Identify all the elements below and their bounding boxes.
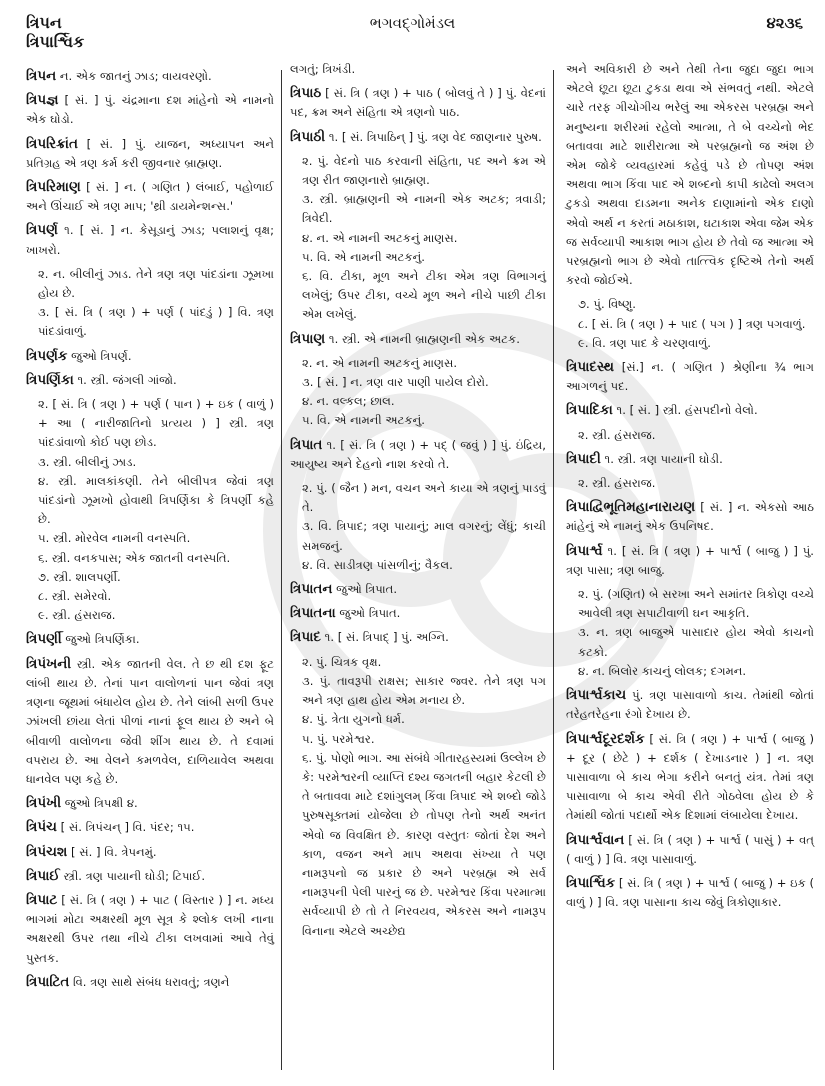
headword: ત્રિપાર્શ્વદૂરદર્શક [566,730,645,747]
sense-definition: ૪. પું. ત્રેતા યુગનો ધર્મ. [302,712,405,727]
headword: ત્રિપાર્શ્વ [566,542,603,559]
definition-text: [ સં. ] પું. ચંદ્રમાના દશ માંહેનો એ નામનો એક ઘોડો. [26,93,274,127]
running-title: ભગવદ્ગોમંડલ [369,14,456,32]
definition-text: [ સં. ] પું. યાજન, અધ્યાપન અને પ્રતિગ્રહ એ ત્રણ કર્મ કરી જીવનાર બ્રાહ્મણ. [26,136,274,170]
dictionary-entry [26,371,274,390]
dictionary-entry [290,604,546,623]
definition-text: [ સં. ] ન. ( ગણિત ) લંબાઈ, પહોળાઈ અને ઊંચાઈ એ ત્રણ માપ; 'થ્રી ડાયમેન્શન્સ.' [26,180,274,214]
headword: ત્રિપાઈ [26,867,60,884]
headword: ત્રિપાદ [290,629,321,646]
headword: ત્રિપન [26,68,57,84]
dictionary-entry [26,794,274,813]
headword: ત્રિપાર્શ્વકાચ [566,687,627,704]
definition-text: [ સં. ત્રિ ( ત્રણ ) + પાર્શ્વ ( પાસું ) + વત્ ( વાળું ) ] વિ. ત્રણ પાસાવાળું. [566,832,814,866]
sense-definition: ૨. પું. ચિત્રક વૃક્ષ. [302,654,382,669]
dictionary-entry [26,655,274,789]
column-middle [290,60,546,946]
page-number: ૪૨૩૬ [766,14,803,32]
dictionary-entry [26,843,274,862]
sense-definition: ૭. પું. વિષ્ણુ. [578,297,636,312]
entry-spacer [290,941,546,946]
definition-text: જુઓ ત્રિપર્ણ. [67,348,132,363]
sense-definition: ૩. સ્ત્રી. બીલીનું ઝાડ. [38,454,137,469]
headword: ત્રિપરિમાણ [26,179,81,196]
headword: ત્રિપાદી [566,450,601,467]
dictionary-entry [290,128,546,147]
headword: ત્રિપંખી [26,795,62,812]
headword: ત્રિપાદ્વિભૂતિમહાનારાયણ [566,499,696,516]
sense-definition: ૩. [ સં. ] ન. ત્રણ વાર પાણી પાયેલ દોરો. [302,375,489,390]
sense-definition: ૬. વિ. ટીકા, મૂળ અને ટીકા એમ ત્રણ વિભાગનું લખેલું; ઉપર ટીકા, વચ્ચે મૂળ અને નીચે પાછી ટીકા એમ લખેલું. [302,269,546,322]
sense-definition: ૯. સ્ત્રી. હંસરાજ. [38,608,116,623]
definition-text: લગતું; ત્રિખંડી. [290,62,356,76]
headword: ત્રિપાત [290,436,323,453]
definition-text: ૧. [ સં. ત્રિપાઠિન્ ] પું. ત્રણ વેદ જાણનાર પુરુષ. [325,129,542,144]
guide-word-first: ત્રિપન [26,13,62,32]
sense-definition: ૫. વિ. એ નામની અટકનું. [302,413,425,428]
dictionary-entry [26,178,274,216]
sense-definition: ૮. [ સં. ત્રિ ( ત્રણ ) + પાદ ( પગ ) ] ત્રણ પગવાળું. [578,316,806,331]
definition-text: [ સં. ] વિ. ત્રેપનમું. [67,844,157,859]
dictionary-entry [290,436,546,474]
sense-definition: ૪. ન. એ નામની અટકનું માણસ. [302,230,458,245]
sense-definition: ૨. પું. ( જૈન ) મન, વચન અને કાયા એ ત્રણનું પાડવું તે. [302,481,546,515]
definition-text: અને અવિકારી છે અને તેથી તેના જુદા જુદા ભાગ એટલે છૂટા છૂટા ટુકડા થવા એ સંભવતું નથી. એટલે ચારે તરફ ગીચોગીચ ભરેલું આ એકરસ પરબ્રહ્મ અને મનુષ્યના શરીરમાં રહેલો આત્મા, તે બે વચ્ચેનો ભેદ બતાવવા માટે શારીરાત્મા એ પરબ્રહ્મનો જ અંશ છે એમ જોકે વ્યવહારમાં કહેવું પડે છે તોપણ અંશ અથવા ભાગ કિંવા પાદ એ શબ્દનો કાપી કાઢેલો અલગ ટુકડો અથવા દાડમના અનેક દાણામાંનો એક દાણો એવો અર્થ ન કરતાં મઠાકાશ, ઘટાકાશ એવા જેમ એક જ સર્વવ્યાપી આકાશ ભાગ હોય છે તેવો જ આત્મા એ પરબ્રહ્મનો ભાગ છે એવો તાત્ત્વિક દૃષ્ટિએ તેનો અર્થ કરવો જોઈએ. [566,62,814,288]
definition-text: [ સં. ત્રિ ( ત્રણ ) + પાઠ ( બોલવું તે ) ] પું. વેદનાં પદ, ક્રમ અને સંહિતા એ ત્રણનો પાઠ. [290,86,546,120]
sense-definition: ૨. ન. બીલીનું ઝાડ. તેને ત્રણ ત્રણ પાંદડાંના ઝૂમખા હોય છે. [38,266,274,301]
dictionary-entry [290,580,546,599]
definition-text: ૧. સ્ત્રી. ત્રણ પાયાની ઘોડી. [600,451,723,466]
definition-text: ૧. [ સં. ] સ્ત્રી. હંસપદીનો વેલો. [612,403,758,418]
dictionary-entry [290,60,546,79]
dictionary-entry [26,891,274,968]
dictionary-entry [26,91,274,129]
dictionary-entry [566,358,814,396]
sense-definition: ૫. વિ. એ નામની અટકનું. [302,249,425,264]
sense-definition: ૩. સ્ત્રી. બ્રાહ્મણની એ નામની એક અટક; ત્રવાડી; ત્રિવેદી. [302,192,546,226]
column-divider [553,70,554,1070]
definition-text: ૧. [ સં. ત્રિપાદ્ ] પું. અગ્નિ. [320,630,449,645]
sense-definition: ૨. પું. (ગણિત) બે સરખા અને સમાંતર ત્રિકોણ વચ્ચે આવેલી ત્રણ સપાટીવાળી ઘન આકૃતિ. [578,587,814,621]
dictionary-entry [566,730,814,826]
dictionary-entry [26,818,274,837]
definition-text: [ સં. ત્રિ ( ત્રણ ) + પાટ ( વિસ્તાર ) ] ન. મધ્ય ભાગમાં મોટા અક્ષરથી મૂળ સૂત્ર કે શ્લોક લખી નાના અક્ષરથી ઉપર તથા નીચે ટીકા લખવામાં આવે તેવું પુસ્તક. [26,892,274,965]
definition-text: વિ. ત્રણ સાથે સંબંધ ધરાવતું; ત્રણને [69,974,230,989]
dictionary-entry [26,67,274,86]
definition-text: પું. ત્રણ પાસાવાળો કાચ. તેમાંથી જોતાં તરેહતરેહના રંગો દેખાય છે. [566,688,814,722]
sense-definition: ૨. પું. વેદનો પાઠ કરવાની સંહિતા, પદ અને ક્રમ એ ત્રણ રીત જાણનારો બ્રાહ્મણ. [302,153,546,188]
dictionary-entry [290,628,546,647]
headword: ત્રિપાણ [290,330,326,347]
sense-definition: ૮. સ્ત્રી. સમેરવો. [38,589,112,604]
page-header [0,0,825,51]
definition-text: સ્ત્રી. ત્રણ પાયાની ઘોડી; ટિપાઈ. [59,868,206,883]
headword: ત્રિપર્ણક [26,347,68,364]
sense-definition: ૬. સ્ત્રી. વનકપાસ; એક જાતની વનસ્પતિ. [38,550,231,565]
definition-text: [ સં. ત્રિપંચન્ ] વિ. પંદર; ૧૫. [56,820,195,835]
definition-text: જુઓ ત્રિપાત. [332,582,398,597]
sense-definition: ૭. સ્ત્રી. શાલપર્ણી. [38,569,121,584]
column-left [26,67,274,997]
dictionary-entry [26,347,274,366]
headword: ત્રિપાર્શ્વવાન [566,831,625,848]
dictionary-entry [566,686,814,724]
headword: ત્રિપાતન [290,581,333,598]
headword: ત્રિપાદિકા [566,402,613,419]
sense-definition: ૪. ન. વલ્કલ; છાલ. [302,394,395,409]
dictionary-entry [566,542,814,580]
dictionary-entry [566,450,814,469]
dictionary-entry [566,498,814,536]
sense-definition: ૪. ન. બિલોર કાચનું લોલક; દગમન. [578,663,747,678]
dictionary-entry [290,84,546,122]
dictionary-entry [566,401,814,420]
sense-definition: ૫. સ્ત્રી. મોરવેલ નામની વનસ્પતિ. [38,531,191,546]
headword: ત્રિપાતના [290,605,336,622]
definition-text: [ સં. ત્રિ ( ત્રણ ) + પાર્શ્વ ( બાજુ ) + દૂર ( છેટે ) + દર્શક ( દેખાડનાર ) ] ન. ત્રણ પાસાવાળા બે કાચ ભેગા કરીને બનતું યંત્ર. તેમાં ત્રણ પાસાવાળા બે કાચ એવી રીતે ગોઠવેલા હોય છે કે તેમાંથી જોતાં પદાર્થો એક દિશામાં લંબાયેલા દેખાય. [566,731,814,823]
dictionary-entry [26,630,274,649]
sense-definition: ૩. [ સં. ત્રિ ( ત્રણ ) + પર્ણ ( પાંદડું ) ] વિ. ત્રણ પાંદડાંવાળું. [38,305,274,339]
sense-definition: ૨. [ સં. ત્રિ ( ત્રણ ) + પર્ણ ( પાન ) + ઇક ( વાળું ) + આ ( નારીજાતિનો પ્રત્યય ) ] સ્ત્રી. ત્રણ પાંદડાંવાળો કોઈ પણ છોડ. [38,397,274,450]
dictionary-entry [566,874,814,912]
headword: ત્રિપજ્ઞ [26,92,59,109]
definition-text: જુઓ ત્રિપર્ણિકા. [61,632,140,647]
sense-definition: ૩. વિ. ત્રિપાદ; ત્રણ પાયાનું; માલ વગરનું; લેંધું; કાચી સમજનું. [302,519,546,553]
definition-text: [સં.] ન. ( ગણિત ) શ્રેણીના ¾ ભાગ આગળનું પદ. [566,360,814,394]
headword: ત્રિપાટ [26,891,58,908]
headword: ત્રિપંચ [26,819,57,836]
headword: ત્રિપાટિત [26,973,70,990]
definition-text: [ સં. ત્રિ ( ત્રણ ) + પાર્શ્વ ( બાજુ ) + ઇક ( વાળું ) ] વિ. ત્રણ પાસાના કાચ જેવું ત્રિકોણાકાર. [566,875,814,910]
definition-text: [ સં. ] ન. એકસો આઠ માંહેનું એ નામનું એક ઉપનિષદ. [566,500,814,534]
sense-definition: ૬. પું. પોણો ભાગ. આ સંબંધે ગીતારહસ્યમાં ઉલ્લેખ છે કે: પરમેશ્વરની વ્યાપ્તિ દશ્ય જગતની બહાર કેટલી છે તે બતાવવા માટે દશાંગુલમ્ કિંવા ત્રિપાદ એ શબ્દો જોડે પુરુષસૂક્તમાં યોજેલા છે તોપણ તેનો અર્થ અનંત એવો જ વિવક્ષિત છે. કારણ વસ્તુતઃ જોતાં દેશ અને કાળ, વજન અને માપ અથવા સંખ્યા તે પણ નામરૂપનો જ પ્રકાર છે અને પરબ્રહ્મ એ સર્વ નામરૂપની પેલી પારનું જ છે. પરમેશ્વર કિંવા પરમાત્મા સર્વવ્યાપી છે તો તે નિરવયવ, એકરસ અને નામરૂપ વિનાના એટલે અચ્છેદ્ય [302,750,546,938]
definition-text: ૧. [ સં. ] ન. કેસૂડાનું ઝાડ; પલાશનું વૃક્ષ; ખાખરો. [26,223,274,257]
definition-text: ૧. [ સં. ત્રિ ( ત્રણ ) + પદ્ ( જવું ) ] પું. ઇંદ્રિય, આયુષ્ય અને દેહનો નાશ કરવો તે. [290,437,546,471]
definition-text: સ્ત્રી. એક જાતની વેલ. તે છ થી દશ ફૂટ લાંબી થાય છે. તેનાં પાન વાલોળનાં પાન જેવાં ત્રણ ત્રણના જૂથમાં બંધાયેલ હોય છે. તેને લાંબી સળી ઉપર ઝાંખલી છાંયા લેતાં પીળાં નાનાં ફૂલ થાય છે અને બે બીવાળી વાલોળના જેવી શીંગ થાય છે. તે દવામાં વપરાય છે. આ વેલને કમળવેલ, દાળિયાવેલ અથવા ધાનવેલ પણ કહે છે. [26,656,274,786]
sense-definition: ૩. ન. ત્રણ બાજુએ પાસાદાર હોય એવો કાચનો કટકો. [578,625,814,659]
dictionary-entry [290,330,546,349]
definition-text: ૧. [ સં. ત્રિ ( ત્રણ ) + પાર્શ્વ ( બાજુ ) ] પું. ત્રણ પાસા; ત્રણ બાજુ. [566,543,814,577]
headword: ત્રિપરિક્રાંત [26,135,78,152]
sense-definition: ૫. પું. પરમેશ્વર. [302,731,375,746]
headword: ત્રિપાદસ્થ [566,359,615,376]
dictionary-entry [566,831,814,869]
column-right [566,60,814,917]
definition-text: ૧. સ્ત્રી. એ નામની બ્રાહ્મણની એક અટક. [325,331,520,346]
headword: ત્રિપાઠ [290,85,322,102]
sense-definition: ૪. વિ. સાડીત્રણ પાંસળીનું; વૈકલ. [302,557,453,572]
definition-text: ૧. સ્ત્રી. જંગલી ગાંજો. [73,372,177,387]
sense-definition: ૨. સ્ત્રી. હંસરાજ. [578,427,656,442]
headword: ત્રિપર્ણ [26,222,58,239]
column-divider [281,70,282,1070]
definition-text: જુઓ ત્રિપાત. [335,606,401,621]
headword: ત્રિપંચશ [26,843,68,860]
sense-definition: ૪. સ્ત્રી. માલકાંકણી. તેને બીલીપત્ર જેવાં ત્રણ પાંદડાંનો ઝૂમખો હોવાથી ત્રિપર્ણિકા કે ત્રિપર્ણી કહે છે. [38,473,274,527]
dictionary-entry [566,60,814,290]
dictionary-entry [26,221,274,259]
sense-definition: ૯. વિ. ત્રણ પાદ કે ચરણવાળું. [578,335,711,350]
dictionary-entry [26,135,274,173]
sense-definition: ૨. ન. એ નામની અટકનું માણસ. [302,355,458,370]
headword: ત્રિપાઠી [290,128,326,145]
guide-word-last: ત્રિપાર્શ્વિક [26,32,85,51]
headword: ત્રિપર્ણિકા [26,371,74,388]
headword: ત્રિપંખની [26,655,72,672]
definition-text: ન. એક જાતનું ઝાડ; વાયવરણો. [56,69,212,83]
sense-definition: ૩. પું. તાવરૂપી રાક્ષસ; સાકાર જ્વર. તેને ત્રણ પગ અને ત્રણ હાથ હોય એમ મનાય છે. [302,673,546,708]
definition-text: જુઓ ત્રિપક્ષી ૪. [61,796,138,811]
headword: ત્રિપાર્શ્વિક [566,874,616,891]
headword: ત્રિપર્ણી [26,631,62,648]
dictionary-entry [26,867,274,886]
sense-definition: ૨. સ્ત્રી. હંસરાજ. [578,476,656,491]
dictionary-entry [26,973,274,992]
